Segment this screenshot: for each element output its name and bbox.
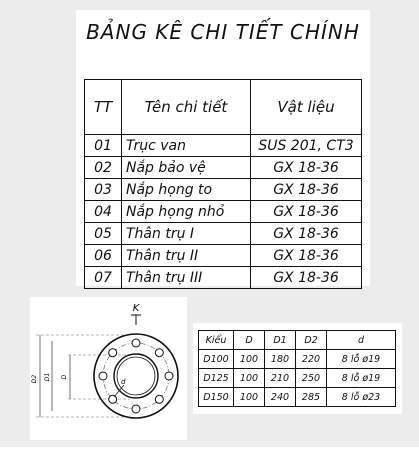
- bolt-hole: [99, 372, 107, 380]
- row-number: 06: [85, 245, 122, 267]
- label-d1: D1: [44, 372, 51, 382]
- dimension-panel: [193, 323, 402, 414]
- row-material: GX 18-36: [251, 201, 362, 223]
- row-material: GX 18-36: [251, 267, 362, 289]
- cell-kieu: D100: [199, 350, 234, 369]
- row-number: 07: [85, 267, 122, 289]
- label-small-d: d: [121, 378, 126, 386]
- row-number: 02: [85, 157, 122, 179]
- label-d2: D2: [31, 374, 38, 384]
- d-leader-line: [114, 385, 124, 397]
- row-part-name: Thân trụ I: [122, 223, 251, 245]
- table-row: [85, 179, 362, 201]
- cell-kieu: D150: [199, 388, 234, 407]
- bolt-hole: [155, 395, 163, 403]
- cell-d1: 210: [265, 369, 296, 388]
- header-d1: D1: [265, 331, 296, 350]
- table-row: [85, 157, 362, 179]
- row-part-name: Trục van: [122, 135, 251, 157]
- row-number: 01: [85, 135, 122, 157]
- header-material: Vật liệu: [251, 80, 362, 135]
- table-row: [199, 388, 396, 407]
- cell-d: 100: [234, 350, 265, 369]
- header-d: D: [234, 331, 265, 350]
- cell-d1: 240: [265, 388, 296, 407]
- parts-table: [84, 79, 362, 289]
- bolt-hole: [132, 339, 140, 347]
- row-part-name: Nắp họng to: [122, 179, 251, 201]
- parts-table-title: BẢNG KÊ CHI TIẾT CHÍNH: [86, 20, 360, 44]
- row-part-name: Nắp họng nhỏ: [122, 201, 251, 223]
- bolt-hole: [109, 395, 117, 403]
- flange-drawing: [30, 297, 187, 440]
- flange-bore-inner: [117, 357, 155, 395]
- bolt-hole: [109, 349, 117, 357]
- row-material: GX 18-36: [251, 223, 362, 245]
- bolt-hole: [155, 349, 163, 357]
- table-row: [85, 201, 362, 223]
- label-d: D: [61, 374, 68, 380]
- row-number: 04: [85, 201, 122, 223]
- cell-d: 100: [234, 369, 265, 388]
- label-k: K: [132, 303, 140, 314]
- row-number: 05: [85, 223, 122, 245]
- header-small-d: d: [327, 331, 396, 350]
- flange-bore: [114, 354, 158, 398]
- cell-kieu: D125: [199, 369, 234, 388]
- cell-d2: 220: [296, 350, 327, 369]
- table-row: [85, 135, 362, 157]
- cell-d2: 250: [296, 369, 327, 388]
- bottom-strip: [0, 447, 419, 455]
- header-tt: TT: [85, 80, 122, 135]
- flange-drawing-panel: [30, 297, 187, 440]
- dimension-table: [198, 330, 396, 407]
- bolt-hole: [132, 405, 140, 413]
- row-part-name: Nắp bảo vệ: [122, 157, 251, 179]
- header-kieu: Kiểu: [199, 331, 234, 350]
- dimension-table-header: [199, 331, 396, 350]
- table-row: [199, 369, 396, 388]
- table-row: [85, 267, 362, 289]
- cell-small-d: 8 lỗ ø19: [327, 350, 396, 369]
- cell-d: 100: [234, 388, 265, 407]
- bolt-hole: [165, 372, 173, 380]
- row-part-name: Thân trụ II: [122, 245, 251, 267]
- table-row: [199, 350, 396, 369]
- table-row: [85, 223, 362, 245]
- row-material: GX 18-36: [251, 157, 362, 179]
- parts-panel: [76, 10, 370, 286]
- cell-d2: 285: [296, 388, 327, 407]
- row-number: 03: [85, 179, 122, 201]
- row-part-name: Thân trụ III: [122, 267, 251, 289]
- header-d2: D2: [296, 331, 327, 350]
- cell-small-d: 8 lỗ ø23: [327, 388, 396, 407]
- row-material: GX 18-36: [251, 179, 362, 201]
- parts-table-header: [85, 80, 362, 135]
- cell-small-d: 8 lỗ ø19: [327, 369, 396, 388]
- table-row: [85, 245, 362, 267]
- row-material: GX 18-36: [251, 245, 362, 267]
- row-material: SUS 201, CT3: [251, 135, 362, 157]
- cell-d1: 180: [265, 350, 296, 369]
- header-part-name: Tên chi tiết: [122, 80, 251, 135]
